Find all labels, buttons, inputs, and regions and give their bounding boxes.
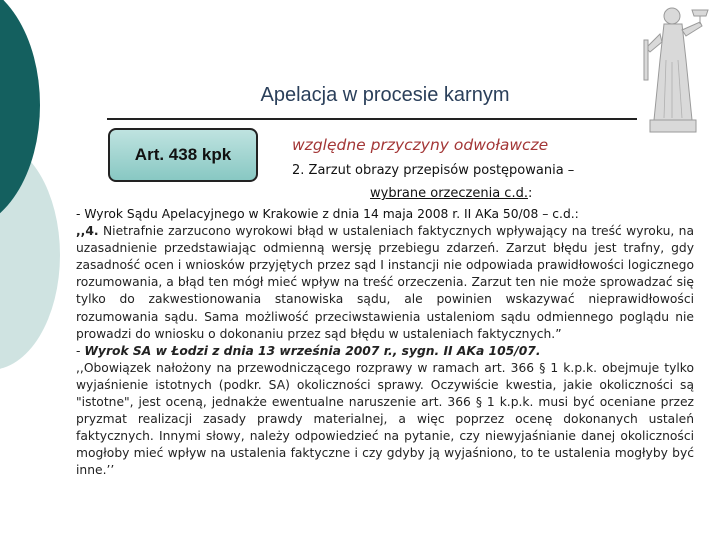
judgment2-header: Wyrok SA w Łodzi z dnia 13 września 2007 r., sygn. II AKa 105/07. bbox=[84, 343, 541, 358]
selected-judgments-label: wybrane orzeczenia c.d. bbox=[370, 186, 528, 201]
judgment1-header: - Wyrok Sądu Apelacyjnego w Krakowie z dnia 14 maja 2008 r. II AKa 50/08 – c.d.: bbox=[76, 207, 579, 221]
judgment2-paragraph: ,,Obowiązek nałożony na przewodniczącego rozprawy w ramach art. 366 § 1 k.p.k. obejmuje tylko wyjaśnienie istotnych (podkr. SA) okoliczności sprawy. Oczywiście kwestia, jakie okoliczności są "istotne", jest oceną, jednakże ewentualne naruszenie art. 366 § 1 k.p.k. musi być oceniane przez pryzmat realizacji zasady prawdy materialnej, a więc poprzez ocenę dokonanych ustaleń faktycznych. Innymi słowy, należy odpowiedzieć na pytanie, czy niewyjaśnianie danej okoliczności mogłoby mieć wpływ na ustalenia faktyczne i czy gdyby ją wyjaśniono, to te ustalenia mogłyby być inne.’’ bbox=[76, 360, 694, 478]
justitia-statue-icon bbox=[636, 0, 710, 136]
selected-judgments-heading bbox=[370, 186, 532, 201]
judgment2-heading bbox=[76, 343, 694, 360]
point-heading: 2. Zarzut obrazy przepisów postępowania – bbox=[292, 163, 575, 178]
slide-title: Apelacja w procesie karnym bbox=[260, 84, 510, 106]
judgment1-number: ,,4. bbox=[76, 224, 99, 239]
section-subtitle: względne przyczyny odwoławcze bbox=[292, 136, 549, 154]
selected-suffix: : bbox=[527, 186, 533, 201]
judgment2-dash: - bbox=[76, 343, 85, 358]
title-divider bbox=[107, 118, 637, 120]
article-label-box bbox=[108, 128, 258, 182]
judgments-text bbox=[76, 206, 694, 480]
judgment1-text: Nietrafnie zarzucono wyrokowi błąd w ustaleniach faktycznych wpływający na treść wyroku, na uzasadnienie przedstawiając odmienną wersję przebiegu zdarzeń. Zarzut błędu jest trafny, gdy zasadność ocen i wniosków przyjętych przez sąd I instancji nie odpowiada prawidłowości logicznego rozumowania, a błąd ten mógł mieć wpływ na treść orzeczenia. Zarzut ten nie może sprowadzać się tylko do zakwestionowania stanowiska sądu, ale powinien wskazywać nieprawidłowości rozumowania sądu. Sama możliwość przeciwstawienia ustaleniom sądu odmiennego poglądu nie prowadzi do wniosku o dokonaniu przez sąd błędu w ustaleniach faktycznych.” bbox=[76, 224, 694, 341]
judgment1-paragraph bbox=[76, 223, 694, 343]
article-label: Art. 438 kpk bbox=[134, 145, 232, 164]
